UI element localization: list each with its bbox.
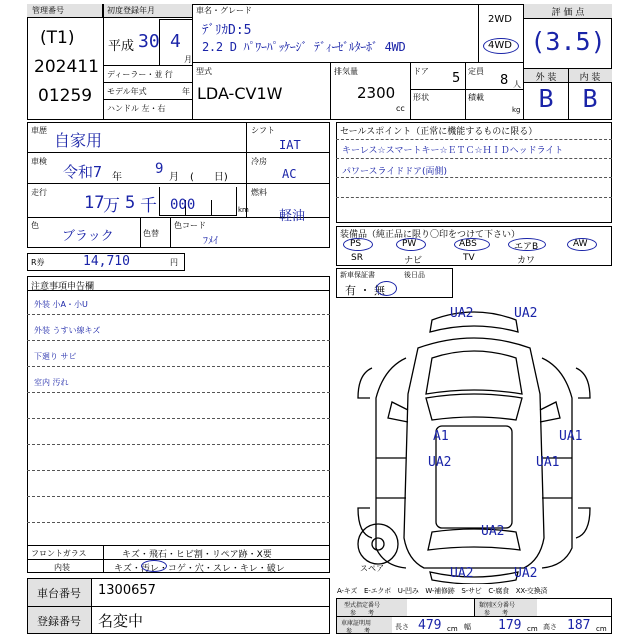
front-bumper-shape bbox=[430, 312, 518, 332]
mark-right-ua1-lower: UA1 bbox=[536, 455, 560, 470]
color-code-value: ﾌﾒｲ bbox=[203, 236, 218, 247]
type-label: 型式 bbox=[196, 67, 212, 76]
rear-bumper-shape bbox=[430, 572, 518, 584]
shift-label: シフト bbox=[251, 126, 275, 135]
equip-aw: AW bbox=[573, 239, 588, 249]
reg-month-unit: 月 bbox=[184, 55, 192, 64]
width-unit: cm bbox=[527, 625, 538, 633]
color-change-label: 色替 bbox=[143, 229, 159, 238]
shape-label: 形状 bbox=[413, 93, 429, 102]
disp-unit: cc bbox=[396, 104, 405, 113]
man-unit: 万 bbox=[103, 196, 120, 216]
mark-roof: UA2 bbox=[481, 524, 505, 539]
mark-front-right: UA2 bbox=[514, 306, 538, 321]
notes-frame bbox=[27, 276, 330, 573]
ac-label: 冷房 bbox=[251, 157, 267, 166]
shaken-month: 9 bbox=[155, 161, 164, 177]
interior-text: キズ・汚レ・コゲ・穴・スレ・キレ・破レ bbox=[114, 564, 285, 574]
ext-value: B bbox=[538, 84, 554, 113]
interior-stain-circle bbox=[141, 560, 167, 572]
spare-tire-shape bbox=[358, 524, 398, 564]
mgmt-date: 202411 bbox=[34, 57, 99, 77]
equip-ps: PS bbox=[350, 239, 362, 249]
right-mirror-shape bbox=[540, 402, 560, 422]
length-unit: cm bbox=[447, 625, 458, 633]
rear-glass-shape bbox=[428, 529, 520, 550]
doors-value: 5 bbox=[452, 71, 461, 86]
mark-rear-right: UA2 bbox=[514, 566, 538, 581]
equip-pw: PW bbox=[402, 239, 417, 249]
windshield-shape bbox=[426, 394, 522, 420]
dealer-label: ディーラー・並 行 bbox=[107, 70, 173, 79]
mark-left-ua2: UA2 bbox=[428, 455, 452, 470]
hood-shape bbox=[426, 351, 522, 394]
mileage-label: 走行 bbox=[31, 188, 47, 197]
shift-value: IAT bbox=[279, 138, 301, 152]
height-value: 187 bbox=[567, 618, 591, 633]
capacity-unit: 人 bbox=[513, 80, 521, 89]
mark-rear-left: UA2 bbox=[450, 566, 474, 581]
int-label: 内 装 bbox=[579, 73, 601, 83]
note-line-4: 室内 汚れ bbox=[34, 378, 69, 387]
mgmt-label: 管理番号 bbox=[32, 6, 64, 15]
classno-sub: 参 考 bbox=[484, 610, 509, 617]
int-value: B bbox=[582, 84, 598, 113]
shaken-month-unit: 月 bbox=[169, 172, 179, 183]
model-year-label: モデル年式 bbox=[107, 87, 147, 96]
width-value: 179 bbox=[498, 618, 522, 633]
left-front-wheel-shape bbox=[358, 368, 372, 398]
cert-sub: 参 考 bbox=[346, 628, 371, 635]
left-side-shape bbox=[376, 358, 406, 568]
release-label: 後日品 bbox=[404, 271, 425, 279]
sales-label: セールスポイント（正常に機能するものに限る） bbox=[340, 127, 538, 137]
warranty-label: 新車保証書 bbox=[340, 271, 375, 279]
regno-label: 登録番号 bbox=[37, 615, 81, 628]
mark-front-left: UA2 bbox=[450, 306, 474, 321]
use-value: 自家用 bbox=[54, 131, 103, 150]
reg-year: 30 bbox=[138, 31, 160, 52]
shaken-era: 令和7 bbox=[63, 163, 103, 181]
sen-unit: 千 bbox=[140, 196, 157, 216]
note-line-2: 外装 うすい線キズ bbox=[34, 326, 101, 335]
width-label: 幅 bbox=[464, 623, 471, 631]
reg-label: 初度登録年月 bbox=[107, 6, 155, 15]
left-rear-wheel-shape bbox=[358, 508, 372, 538]
score-value: (3.5) bbox=[530, 27, 606, 56]
equip-navi: ナビ bbox=[404, 256, 423, 266]
length-label: 長さ bbox=[395, 623, 409, 631]
ext-label: 外 装 bbox=[535, 73, 557, 83]
regno-value: 名変中 bbox=[98, 612, 144, 630]
drive-4wd: 4WD bbox=[488, 40, 512, 51]
equip-sr: SR bbox=[351, 253, 363, 263]
disp-value: 2300 bbox=[357, 84, 396, 102]
reg-era: 平成 bbox=[108, 39, 135, 54]
shaken-day: ( 日) bbox=[190, 172, 228, 183]
recycle-label: R券 bbox=[31, 258, 45, 267]
reg-month: 4 bbox=[170, 31, 181, 52]
equip-tv: TV bbox=[463, 253, 475, 263]
shaken-year-unit: 年 bbox=[112, 172, 122, 183]
load-label: 積載 bbox=[468, 93, 484, 102]
right-front-wheel-shape bbox=[576, 368, 590, 398]
ac-value: AC bbox=[282, 167, 297, 181]
capacity-value: 8 bbox=[500, 73, 509, 88]
equipment-label: 装備品（純正品に限り〇印をつけて下さい） bbox=[340, 230, 521, 240]
capacity-label: 定員 bbox=[468, 67, 484, 76]
note-line-3: 下廻り サビ bbox=[34, 352, 77, 361]
use-label: 車歴 bbox=[31, 126, 47, 135]
disp-label: 排気量 bbox=[334, 67, 358, 76]
typeno-label: 型式指定番号 bbox=[344, 602, 381, 609]
fuel-value: 軽油 bbox=[279, 209, 306, 224]
typeno-sub: 参 考 bbox=[350, 610, 375, 617]
height-label: 高さ bbox=[543, 623, 557, 631]
mark-left-a1: A1 bbox=[433, 429, 449, 444]
color-label: 色 bbox=[31, 221, 39, 230]
chassis-label: 車台番号 bbox=[37, 587, 81, 600]
equip-airbag: エアB bbox=[514, 242, 539, 252]
mileage-rest: 000 bbox=[170, 197, 196, 213]
km-unit: km bbox=[238, 206, 249, 214]
recycle-value: 14,710 bbox=[83, 254, 130, 269]
shaken-label: 車検 bbox=[31, 157, 47, 166]
sales-line-2: パワースライドドア(両側) bbox=[342, 167, 448, 177]
color-code-label: 色コード bbox=[174, 221, 206, 230]
body-outline-shape bbox=[404, 338, 544, 568]
drive-2wd: 2WD bbox=[488, 14, 512, 25]
warranty-none-circle bbox=[376, 281, 397, 296]
recycle-unit: 円 bbox=[170, 258, 178, 267]
right-rear-wheel-shape bbox=[576, 508, 590, 538]
mgmt-code: (T1) bbox=[40, 28, 75, 48]
note-line-1: 外装 小A・小U bbox=[34, 300, 88, 309]
equip-abs: ABS bbox=[459, 239, 477, 249]
classno-label: 類別区分番号 bbox=[479, 602, 516, 609]
color-value: ブラック bbox=[62, 229, 114, 244]
load-unit: kg bbox=[512, 106, 521, 114]
sales-line-1: キーレス☆スマートキー☆ＥＴＣ☆ＨＩＤヘッドライト bbox=[342, 146, 564, 156]
chassis-value: 1300657 bbox=[98, 583, 156, 598]
fuel-label: 燃料 bbox=[251, 188, 267, 197]
type-value: LDA-CV1W bbox=[197, 84, 283, 103]
car-grade: 2.2 D ﾊﾟﾜｰﾊﾟｯｹｰｼﾞ ﾃﾞｨｰｾﾞﾙﾀｰﾎﾞ 4WD bbox=[202, 40, 406, 54]
height-unit: cm bbox=[596, 625, 607, 633]
mark-right-ua1-upper: UA1 bbox=[559, 429, 583, 444]
equip-leather: カワ bbox=[517, 256, 536, 266]
length-value: 479 bbox=[418, 618, 442, 633]
mileage-sen: 5 bbox=[125, 193, 136, 213]
car-name: ﾃﾞﾘｶD:5 bbox=[202, 23, 252, 38]
front-glass-text: キズ・飛石・ヒビ割・リペア跡・X要 bbox=[122, 550, 272, 560]
notes-label: 注意事項申告欄 bbox=[31, 282, 95, 292]
interior-label: 内装 bbox=[54, 563, 70, 572]
warranty-value: 有 ・ 無 bbox=[345, 284, 385, 297]
model-year-unit: 年 bbox=[182, 87, 190, 96]
damage-legend: A-キズ E-エクボ U-凹み W-補修跡 S-サビ C-腐食 XX-交換済 bbox=[337, 587, 548, 595]
cert-label: 車庫証明用 bbox=[341, 620, 372, 627]
spare-label: スペア bbox=[360, 564, 384, 573]
doors-label: ドア bbox=[413, 67, 429, 76]
handle-label: ハンドル 左・右 bbox=[107, 104, 166, 113]
car-name-label: 車名・グレード bbox=[196, 6, 252, 15]
left-mirror-shape bbox=[388, 402, 408, 422]
front-glass-label: フロントガラス bbox=[31, 549, 87, 558]
score-label: 評 価 点 bbox=[551, 8, 585, 18]
mileage-man: 17 bbox=[84, 193, 105, 213]
mgmt-number: 01259 bbox=[38, 86, 93, 106]
